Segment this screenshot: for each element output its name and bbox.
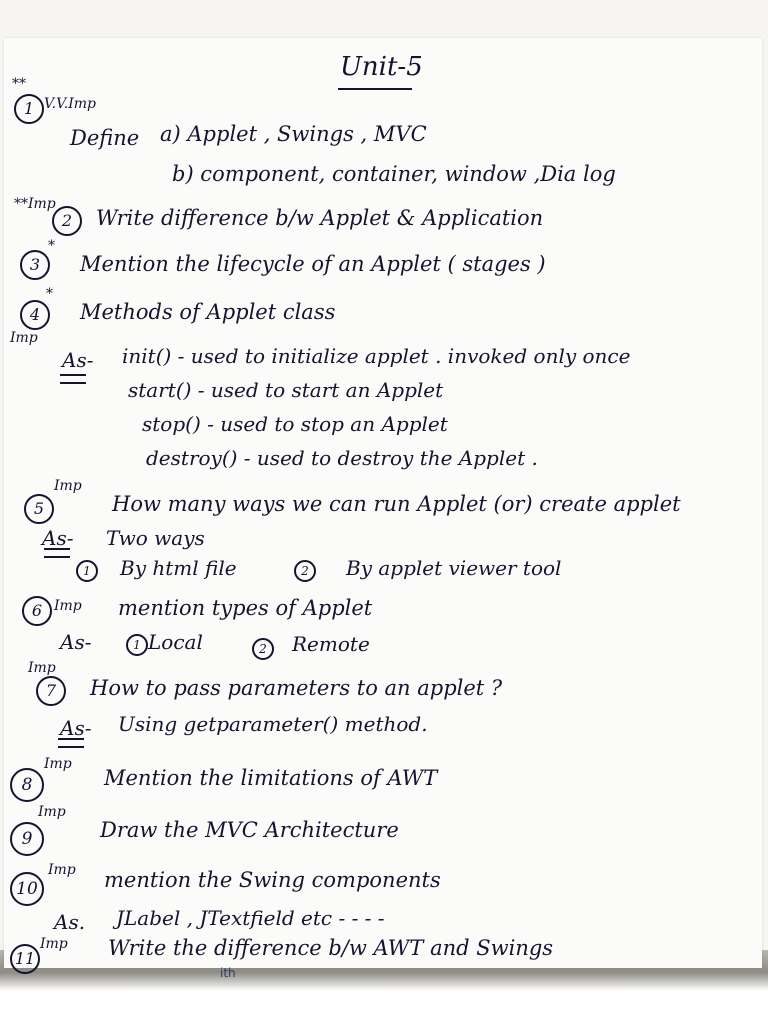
question-number-4: 4: [20, 300, 50, 330]
importance-tag-1: V.V.Imp: [44, 96, 96, 112]
question-1-part-b: b) component, container, window ,Dia log: [172, 162, 616, 186]
question-7-text: How to pass parameters to an applet ?: [90, 676, 503, 700]
importance-tag-11: Imp: [40, 936, 68, 952]
question-number-3: 3: [20, 250, 50, 280]
answer-label-4: As-: [62, 348, 94, 372]
type-number-2: 2: [252, 638, 274, 660]
question-11-text: Write the difference b/w AWT and Swings: [108, 936, 554, 960]
question-9-text: Draw the MVC Architecture: [100, 818, 399, 842]
question-6-text: mention types of Applet: [118, 596, 373, 620]
answer-10-text: JLabel , JTextfield etc - - - -: [116, 906, 385, 930]
answer-label-6: As-: [60, 630, 92, 654]
importance-tag-6: Imp: [54, 598, 82, 614]
question-number-10: 10: [10, 872, 44, 906]
question-1-text: Define: [70, 126, 140, 150]
answer-label-7: As-: [60, 716, 92, 740]
question-4-text: Methods of Applet class: [80, 300, 336, 324]
title-underline: [338, 88, 412, 90]
importance-tag-9: Imp: [38, 804, 66, 820]
question-number-5: 5: [24, 494, 54, 524]
importance-tag-10: Imp: [48, 862, 76, 878]
importance-tag-8: Imp: [44, 756, 72, 772]
question-number-7: 7: [36, 676, 66, 706]
question-2-text: Write difference b/w Applet & Application: [96, 206, 544, 230]
question-number-11: 11: [10, 944, 40, 974]
double-underline: [44, 548, 70, 558]
answer-label-10: As.: [54, 910, 86, 934]
question-5-text: How many ways we can run Applet (or) create applet: [112, 492, 681, 516]
question-1-part-a: a) Applet , Swings , MVC: [160, 122, 427, 146]
importance-tag-2: **Imp: [14, 196, 56, 212]
importance-tag-4: Imp: [10, 330, 38, 346]
star-mark-4: *: [46, 286, 53, 302]
question-8-text: Mention the limitations of AWT: [104, 766, 438, 790]
answer-5-way-2: By applet viewer tool: [346, 556, 562, 580]
answer-5-way-1: By html file: [120, 556, 237, 580]
page-title: Unit-5: [340, 52, 423, 82]
importance-tag-5: Imp: [54, 478, 82, 494]
answer-4-line-1: init() - used to initialize applet . invoked only once: [122, 344, 631, 368]
star-marks: **: [12, 76, 26, 92]
question-3-text: Mention the lifecycle of an Applet ( stages ): [80, 252, 546, 276]
question-number-1: 1: [14, 94, 44, 124]
question-number-8: 8: [10, 768, 44, 802]
answer-label-5: As-: [42, 526, 74, 550]
applet-type-local: Local: [148, 630, 203, 654]
question-number-6: 6: [22, 596, 52, 626]
importance-tag-7: Imp: [28, 660, 56, 676]
answer-7-text: Using getparameter() method.: [118, 712, 428, 736]
double-underline: [58, 738, 84, 748]
background-label: ith: [220, 966, 236, 980]
question-10-text: mention the Swing components: [104, 868, 441, 892]
type-number-1: 1: [126, 634, 148, 656]
answer-4-line-3: stop() - used to stop an Applet: [142, 412, 448, 436]
question-number-9: 9: [10, 822, 44, 856]
answer-5-text: Two ways: [106, 526, 205, 550]
double-underline: [60, 374, 86, 384]
answer-4-line-4: destroy() - used to destroy the Applet .: [146, 446, 538, 470]
applet-type-remote: Remote: [292, 632, 370, 656]
question-number-2: 2: [52, 206, 82, 236]
answer-4-line-2: start() - used to start an Applet: [128, 378, 444, 402]
way-number-1: 1: [76, 560, 98, 582]
way-number-2: 2: [294, 560, 316, 582]
star-mark-3: *: [48, 238, 55, 254]
